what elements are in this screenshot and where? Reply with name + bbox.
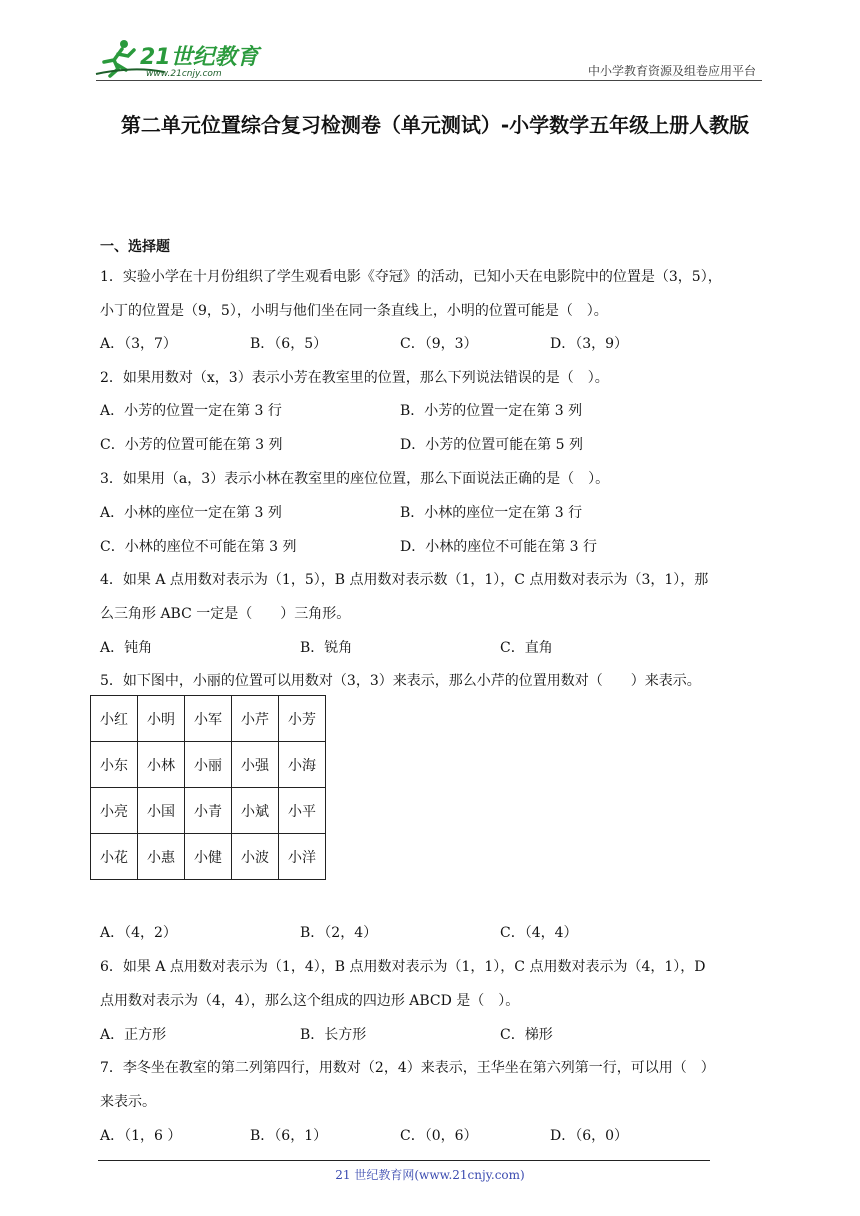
question-5-line-1: 5．如下图中，小丽的位置可以用数对（3，3）来表示，那么小芹的位置用数对（ ）来表示。 (100, 673, 701, 689)
question-6-option-a[interactable]: A．正方形 (100, 1027, 167, 1043)
question-1-line-2: 小丁的位置是（9，5），小明与他们坐在同一条直线上，小明的位置可能是（ ）。 (100, 303, 608, 319)
table-cell: 小东 (91, 742, 138, 788)
question-6-line-2: 点用数对表示为（4，4），那么这个组成的四边形 ABCD 是（ ）。 (100, 993, 520, 1009)
question-1-line-1: 1．实验小学在十月份组织了学生观看电影《夺冠》的活动，已知小天在电影院中的位置是（3，5）， (100, 269, 722, 285)
question-1-option-d[interactable]: D．（3，9） (550, 336, 629, 352)
question-6-line-1: 6．如果 A 点用数对表示为（1，4），B 点用数对表示为（1，1），C 点用数对表示为（4，1），D (100, 959, 706, 975)
question-2-line-1: 2．如果用数对（x，3）表示小芳在教室里的位置，那么下列说法错误的是（ ）。 (100, 370, 609, 386)
question-3-option-a[interactable]: A．小林的座位一定在第 3 列 (100, 505, 282, 521)
question-3-option-b[interactable]: B．小林的座位一定在第 3 行 (400, 505, 583, 521)
table-cell: 小健 (185, 834, 232, 880)
table-cell: 小芳 (279, 696, 326, 742)
question-1-option-a[interactable]: A．（3，7） (100, 336, 177, 352)
question-7-option-d[interactable]: D．（6，0） (550, 1128, 629, 1144)
question-4-option-c[interactable]: C．直角 (500, 640, 553, 656)
question-2-option-c[interactable]: C．小芳的位置可能在第 3 列 (100, 437, 283, 453)
question-5-option-a[interactable]: A．（4，2） (100, 925, 177, 941)
logo-text: 21世纪教育 (140, 45, 259, 70)
page-title: 第二单元位置综合复习检测卷（单元测试）-小学数学五年级上册人教版 (120, 113, 750, 137)
header-divider (96, 80, 762, 81)
table-cell: 小青 (185, 788, 232, 834)
question-7-line-1: 7．李冬坐在教室的第二列第四行，用数对（2，4）来表示，王华坐在第六列第一行，可以用（ ） (100, 1060, 715, 1076)
table-row (91, 696, 326, 742)
table-cell: 小惠 (138, 834, 185, 880)
site-logo[interactable] (94, 36, 264, 80)
logo-url: www.21cnjy.com (146, 69, 222, 79)
question-1-option-b[interactable]: B．（6，5） (250, 336, 328, 352)
question-5-option-c[interactable]: C．（4，4） (500, 925, 578, 941)
question-4-option-a[interactable]: A．钝角 (100, 640, 153, 656)
table-row (91, 834, 326, 880)
table-cell: 小海 (279, 742, 326, 788)
table-cell: 小平 (279, 788, 326, 834)
table-cell: 小军 (185, 696, 232, 742)
question-6-option-b[interactable]: B．长方形 (300, 1027, 367, 1043)
question-7-option-c[interactable]: C．（0，6） (400, 1128, 478, 1144)
question-4-option-b[interactable]: B．锐角 (300, 640, 353, 656)
question-3-option-c[interactable]: C．小林的座位不可能在第 3 列 (100, 539, 297, 555)
question-3-line-1: 3．如果用（a，3）表示小林在教室里的座位位置，那么下面说法正确的是（ ）。 (100, 471, 610, 487)
table-cell: 小亮 (91, 788, 138, 834)
question-4-line-1: 4．如果 A 点用数对表示为（1，5），B 点用数对表示数（1，1），C 点用数对表示为（3，1），那 (100, 572, 709, 588)
table-cell: 小明 (138, 696, 185, 742)
table-cell: 小波 (232, 834, 279, 880)
table-cell: 小斌 (232, 788, 279, 834)
question-3-option-d[interactable]: D．小林的座位不可能在第 3 行 (400, 539, 598, 555)
table-cell: 小芹 (232, 696, 279, 742)
section-heading: 一、选择题 (100, 239, 170, 255)
footer-link[interactable]: 21 世纪教育网(www.21cnjy.com) (335, 1168, 525, 1182)
question-7-line-2: 来表示。 (100, 1094, 156, 1110)
question-7-option-a[interactable]: A．（1，6 ） (100, 1128, 182, 1144)
table-cell: 小洋 (279, 834, 326, 880)
table-cell: 小国 (138, 788, 185, 834)
table-cell: 小花 (91, 834, 138, 880)
table-cell: 小红 (91, 696, 138, 742)
question-1-option-c[interactable]: C．（9，3） (400, 336, 478, 352)
seat-table (90, 695, 326, 880)
table-cell: 小丽 (185, 742, 232, 788)
table-cell: 小林 (138, 742, 185, 788)
table-row (91, 788, 326, 834)
question-7-option-b[interactable]: B．（6，1） (250, 1128, 328, 1144)
question-6-option-c[interactable]: C．梯形 (500, 1027, 553, 1043)
question-2-option-d[interactable]: D．小芳的位置可能在第 5 列 (400, 437, 584, 453)
question-2-option-a[interactable]: A．小芳的位置一定在第 3 行 (100, 403, 282, 419)
table-row (91, 742, 326, 788)
question-4-line-2: 么三角形 ABC 一定是（ ）三角形。 (100, 606, 351, 622)
footer-divider (98, 1160, 710, 1161)
table-cell: 小强 (232, 742, 279, 788)
header-platform-text: 中小学教育资源及组卷应用平台 (587, 64, 756, 78)
question-5-option-b[interactable]: B．（2，4） (300, 925, 378, 941)
question-2-option-b[interactable]: B．小芳的位置一定在第 3 列 (400, 403, 583, 419)
